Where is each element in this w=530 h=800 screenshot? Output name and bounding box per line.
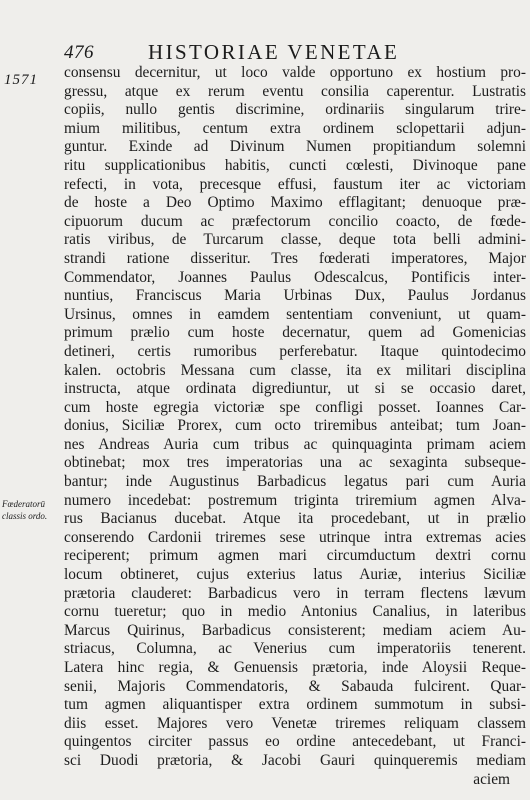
marginal-note-line: classis ordo.: [2, 511, 48, 521]
text-line: strandi ratione disseritur. Tres fœderati imperatores, Major: [64, 249, 526, 267]
text-line: donius, Siciliæ Prorex, cum octo triremibus anteibat; tum Joan-: [64, 417, 526, 435]
text-line: bantur; inde Augustinus Barbadicus legatus pari cum Auria: [64, 473, 526, 491]
text-line: aciem: [473, 770, 510, 788]
marginal-note-line: Fœderatorū: [2, 499, 46, 509]
text-line: conserendo Cardonii triremes sese utrinque intra extremas acies: [64, 528, 526, 546]
text-line: quingentos circiter passus eo ordine antecedebant, ut Franci-: [64, 733, 526, 751]
text-line: Marcus Quirinus, Barbadicus consisterent; mediam aciem Au-: [64, 621, 526, 639]
marginal-note: [2, 498, 60, 522]
text-line: rus Bacianus ducebat. Atque ita procedebant, ut in prælio: [64, 510, 526, 528]
text-line: kalen. octobris Messana cum classe, ita ex militari disciplina: [64, 361, 526, 379]
text-line: diis esset. Majores vero Venetæ triremes reliquam classem: [64, 714, 526, 732]
text-line: ratis viribus, de Turcarum classe, deque tota belli admini-: [64, 231, 526, 249]
text-line: prætoria clauderet: Barbadicus vero in terram flectens lævum: [64, 584, 526, 602]
text-line: obtinebat; mox tres imperatorias una ac sexaginta subseque-: [64, 454, 526, 472]
text-line: consensu decernitur, ut loco valde opportuno ex hostium pro-: [64, 64, 526, 81]
running-title: HISTORIAE VENETAE: [148, 40, 400, 64]
text-line: Commendator, Joannes Paulus Odescalcus, Pontificis inter-: [64, 268, 526, 286]
text-line: de hoste a Deo Optimo Maximo efflagitant; denuoque præ-: [64, 194, 526, 212]
text-line: cipuorum ducum ac præfectorum concilio coacto, de fœde-: [64, 212, 526, 230]
text-line: instructa, atque ordinata digrediuntur, ut si se occasio daret,: [64, 380, 526, 398]
text-line: mium militibus, centum extra ordinem sclopettarii adjun-: [64, 119, 526, 137]
text-line: reciperent; primum agmen mari circumductum dextri cornu: [64, 547, 526, 565]
text-line: ritu supplicationibus habitis, cuncti cœlesti, Divinoque pane: [64, 156, 526, 174]
text-line: cornu tueretur; quo in medio Antonius Canalius, in lateribus: [64, 603, 526, 621]
text-line: guntur. Exinde ad Divinum Numen propitiandum solemni: [64, 138, 526, 156]
text-line: copiis, nullo gentis discrimine, ordinariis singularum trire-: [64, 101, 526, 119]
text-line: cum hoste egregia victoriæ spe confligi posset. Ioannes Car-: [64, 398, 526, 416]
text-line: Ursinus, omnes in eamdem sententiam conveniunt, ut quam-: [64, 305, 526, 323]
margin-year: 1571: [4, 72, 38, 88]
text-line: tum agmen aliquantisper extra ordinem summotum in subsi-: [64, 696, 526, 714]
text-line: gressu, atque ex rerum eventu consilia caperentur. Lustratis: [64, 82, 526, 100]
page-number: 476: [64, 42, 94, 63]
text-line: refecti, in vota, precesque effusi, faustum iter ac victoriam: [64, 175, 526, 193]
text-line: nuntius, Franciscus Maria Urbinas Dux, Paulus Jordanus: [64, 287, 526, 305]
text-line: detineri, certis rumoribus perferebatur. Itaque quintodecimo: [64, 342, 526, 360]
text-line: locum obtineret, cujus exterius latus Auriæ, interius Siciliæ: [64, 566, 526, 584]
text-line: senii, Majoris Commendatoris, & Sabauda fulcirent. Quar-: [64, 677, 526, 695]
text-line: striacus, Columna, ac Venerius cum imperatoriis tenerent.: [64, 640, 526, 658]
text-line: Latera hinc regia, & Genuensis prætoria, inde Aloysii Reque-: [64, 659, 526, 676]
text-line: numero incedebat: postremum triginta triremium agmen Alva-: [64, 491, 526, 509]
text-line: sci Duodi prætoria, & Jacobi Gauri quinqueremis mediam: [64, 751, 526, 769]
body-text: [64, 64, 526, 789]
text-line: nes Andreas Auria cum tribus ac quinquaginta primam aciem: [64, 435, 526, 453]
text-line: primum prælio cum hoste decernatur, quem ad Gomenicias: [64, 324, 526, 342]
